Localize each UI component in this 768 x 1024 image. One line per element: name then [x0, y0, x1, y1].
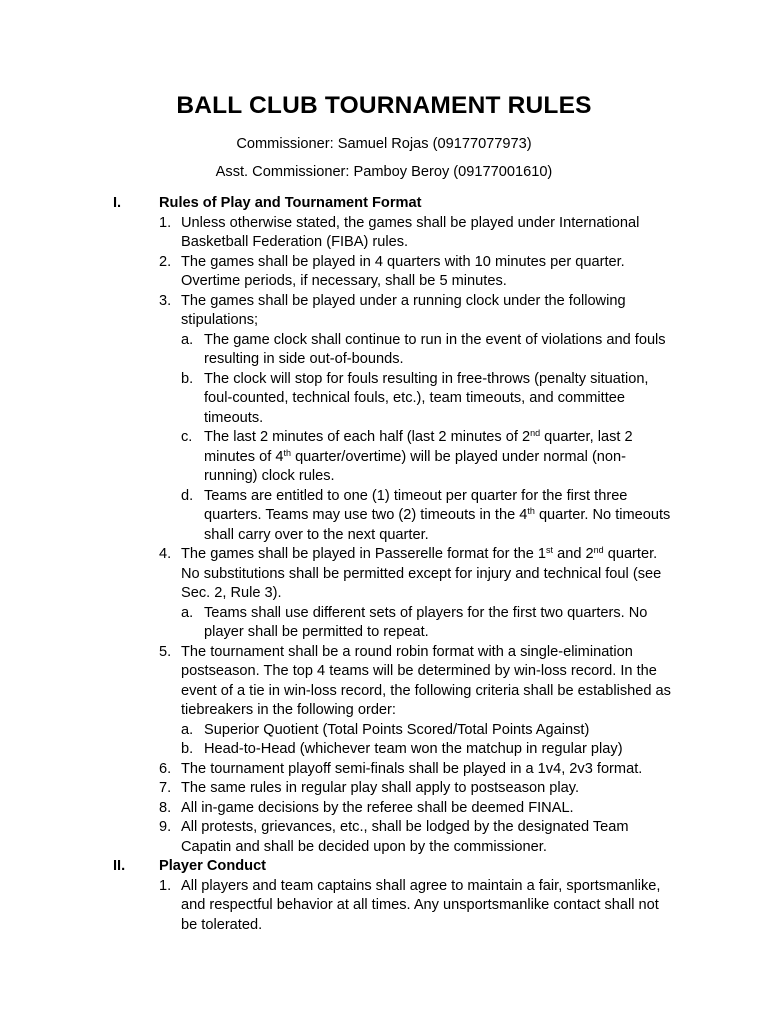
rule-subitem — [0, 487, 678, 546]
rules-sections — [0, 194, 768, 935]
rule-item — [0, 292, 678, 331]
rule-item — [0, 779, 678, 799]
subitem-letter: a. — [181, 721, 194, 738]
rule-number: 3. — [159, 292, 172, 309]
subitem-text: Teams are entitled to one (1) timeout per quarter for the first three quarters. Teams may use two (2) timeouts in the 4th quarter. No timeouts shall carry over to the next quarter. — [204, 487, 671, 543]
rule-text: All players and team captains shall agree to maintain a fair, sportsmanlike, and respectful behavior at all times. Any unsportsmanlike contact shall not be tolerated. — [181, 877, 661, 933]
rule-subitem — [0, 721, 678, 741]
rule-number: 2. — [159, 253, 172, 270]
section-title: Player Conduct — [159, 858, 267, 874]
rules-section — [0, 194, 768, 857]
asst-commissioner-line: Asst. Commissioner: Pamboy Beroy (09177001610) — [215, 164, 553, 180]
rule-text: The games shall be played in Passerelle format for the 1st and 2nd quarter. No substitutions shall be permitted except for injury and technical foul (see Sec. 2, Rule 3). — [181, 545, 662, 601]
rule-item — [0, 214, 678, 253]
section-number: II. — [113, 858, 126, 874]
rule-number: 9. — [159, 819, 172, 835]
subitem-text: The last 2 minutes of each half (last 2 minutes of 2nd quarter, last 2 minutes of 4th quarter/overtime) will be played under normal (non-running) clock rules. — [204, 428, 633, 484]
rule-item — [0, 545, 678, 604]
rule-number: 8. — [159, 799, 172, 816]
rule-number: 5. — [159, 643, 172, 660]
document-title: BALL CLUB TOURNAMENT RULES — [176, 92, 592, 119]
rule-number: 4. — [159, 546, 172, 562]
rule-item — [0, 253, 678, 292]
rule-item — [0, 877, 678, 936]
subitem-letter: b. — [181, 741, 194, 757]
rule-subitem — [0, 604, 678, 643]
rule-number: 1. — [159, 214, 172, 231]
subitem-text: The clock will stop for fouls resulting in free-throws (penalty situation, foul-counted, technical fouls, etc.), team timeouts, and committee timeouts. — [204, 370, 649, 426]
section-heading — [0, 857, 768, 877]
rule-subitem — [0, 331, 678, 370]
subitem-letter: a. — [181, 331, 194, 348]
subitem-text: Superior Quotient (Total Points Scored/Total Points Against) — [204, 721, 590, 738]
rules-section — [0, 857, 768, 935]
rule-item — [0, 818, 678, 857]
rule-number: 1. — [159, 877, 172, 894]
rule-text: All protests, grievances, etc., shall be lodged by the designated Team Capatin and shall be decided upon by the commissioner. — [181, 819, 629, 855]
subitem-letter: c. — [181, 429, 193, 445]
rule-text: The same rules in regular play shall apply to postseason play. — [181, 780, 580, 796]
subitem-letter: b. — [181, 370, 194, 387]
rule-text: The tournament shall be a round robin format with a single-elimination postseason. The top 4 teams will be determined by win-loss record. In the event of a tie in win-loss record, the following criteria shall be established as tiebreakers in the following order: — [181, 643, 671, 718]
rule-subitem — [0, 740, 678, 760]
subitem-text: The game clock shall continue to run in the event of violations and fouls resulting in side out-of-bounds. — [204, 331, 666, 367]
rule-text: The games shall be played under a running clock under the following stipulations; — [181, 292, 626, 328]
subitem-text: Teams shall use different sets of players for the first two quarters. No player shall be permitted to repeat. — [204, 604, 648, 640]
rule-text: Unless otherwise stated, the games shall be played under International Basketball Federation (FIBA) rules. — [181, 214, 640, 250]
rule-item — [0, 760, 678, 780]
commissioner-line: Commissioner: Samuel Rojas (09177077973) — [236, 136, 532, 152]
rule-text: All in-game decisions by the referee shall be deemed FINAL. — [181, 799, 574, 816]
rule-number: 6. — [159, 760, 172, 777]
subitem-letter: d. — [181, 487, 194, 504]
subitem-text: Head-to-Head (whichever team won the matchup in regular play) — [204, 741, 623, 757]
subitem-letter: a. — [181, 604, 194, 621]
rule-subitem — [0, 428, 678, 487]
section-heading — [0, 194, 768, 214]
rule-item — [0, 643, 678, 721]
rule-text: The games shall be played in 4 quarters with 10 minutes per quarter. Overtime periods, if necessary, shall be 5 minutes. — [181, 253, 625, 289]
section-number: I. — [113, 195, 122, 211]
rule-text: The tournament playoff semi-finals shall be played in a 1v4, 2v3 format. — [181, 760, 643, 777]
rule-number: 7. — [159, 780, 172, 796]
section-title: Rules of Play and Tournament Format — [159, 195, 422, 211]
rule-subitem — [0, 370, 678, 429]
rule-item — [0, 799, 678, 819]
